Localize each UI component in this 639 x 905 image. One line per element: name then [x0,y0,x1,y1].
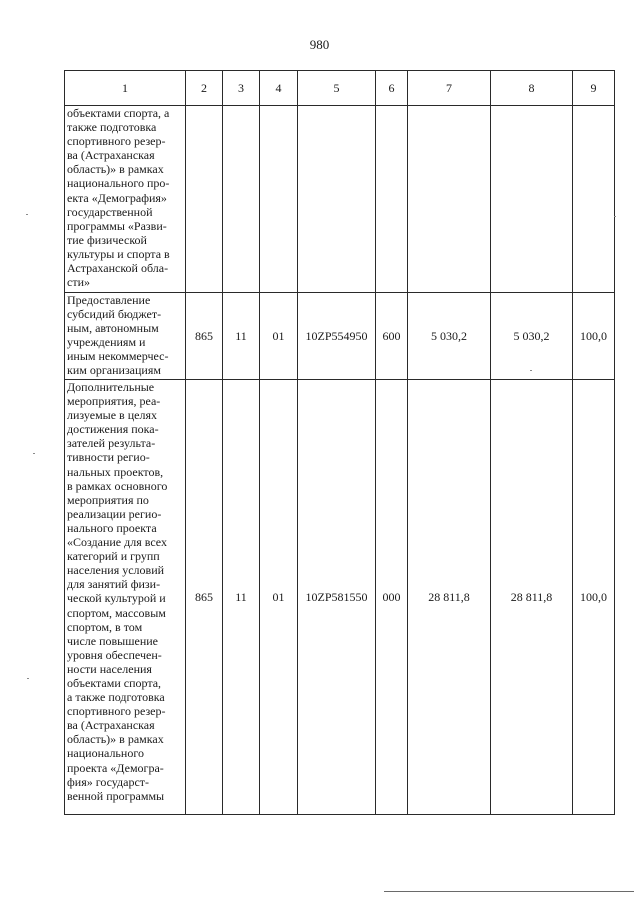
cell-percent [573,106,615,293]
row-name-cell: Предоставление субсидий бюджет- ным, автономным учреждениям и иным некоммерчес- ким организациям [65,293,186,380]
scan-speck [26,214,28,215]
scan-speck [27,678,29,679]
row-name-cell: объектами спорта, а также подготовка спортивного резер- ва (Астраханская область)» в рамках национального про- екта «Демография» государственной программы «Разви- тие физической культуры и спорта в Астраханской обла- сти» [65,106,186,293]
cell-section: 11 [223,380,260,815]
column-header: 5 [298,71,376,106]
cell-executed-amount: 28 811,8 [491,380,573,815]
cell-percent: 100,0 [573,293,615,380]
table-row [65,293,615,380]
row-name-cell: Дополнительные мероприятия, реа- лизуемые в целях достижения пока- зателей результа- тивности регио- нальных проектов, в рамках основного мероприятия по реализации регио- нального проекта «Создание для всех категорий и групп населения условий для занятий физи- ческой культурой и спортом, массовым спортом, в том числе повышение уровня обеспечен- ности населения объектами спорта, а также подготовка спортивного резер- ва (Астраханская область)» в рамках национального проекта «Демогра- фия» государст- венной программы [65,380,186,815]
cell-executed-amount [491,106,573,293]
cell-planned-amount: 28 811,8 [408,380,491,815]
column-header: 9 [573,71,615,106]
cell-expense-type: 000 [376,380,408,815]
cell-subsection [260,106,298,293]
column-header: 4 [260,71,298,106]
cell-target-article [298,106,376,293]
scan-speck [530,370,532,371]
cell-subsection: 01 [260,293,298,380]
column-header: 2 [186,71,223,106]
cell-section [223,106,260,293]
cell-planned-amount: 5 030,2 [408,293,491,380]
cell-ministry-code: 865 [186,293,223,380]
column-header: 1 [65,71,186,106]
column-header: 3 [223,71,260,106]
cell-ministry-code [186,106,223,293]
column-header: 8 [491,71,573,106]
column-header: 6 [376,71,408,106]
scan-speck [33,453,35,454]
budget-table [64,70,615,815]
page-number: 980 [309,37,330,52]
cell-target-article: 10ZP581550 [298,380,376,815]
scan-speck [614,216,616,217]
cell-ministry-code: 865 [186,380,223,815]
table-row [65,106,615,293]
table-row [65,380,615,815]
cell-expense-type: 600 [376,293,408,380]
cell-executed-amount: 5 030,2 [491,293,573,380]
cell-percent: 100,0 [573,380,615,815]
cell-planned-amount [408,106,491,293]
cell-section: 11 [223,293,260,380]
cell-expense-type [376,106,408,293]
cell-target-article: 10ZP554950 [298,293,376,380]
cell-subsection: 01 [260,380,298,815]
table-header-row [65,71,615,106]
scan-edge-line [384,891,634,892]
column-header: 7 [408,71,491,106]
